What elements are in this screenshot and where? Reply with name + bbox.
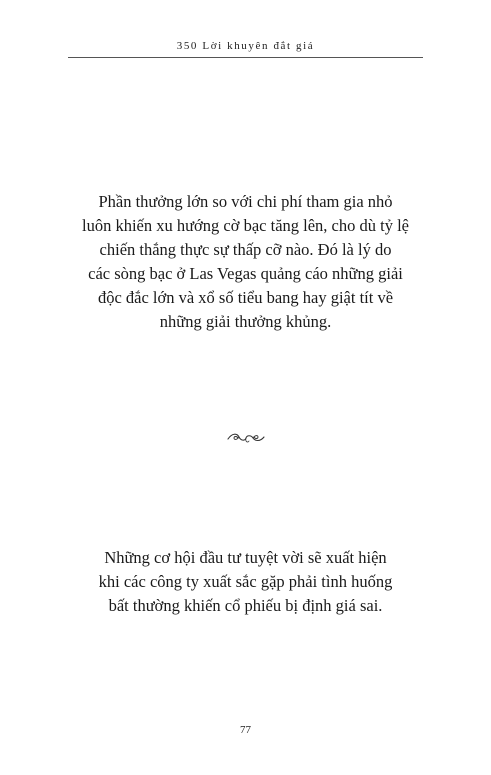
quote-1-line: độc đắc lớn và xổ số tiểu bang hay giật tít về (97, 288, 394, 307)
quote-2 (40, 546, 451, 618)
quote-2-line: Những cơ hội đầu tư tuyệt vời sẽ xuất hiện (104, 548, 387, 567)
quote-2-line: bất thường khiến cổ phiếu bị định giá sai. (108, 596, 383, 615)
scroll-flourish-icon (226, 430, 266, 446)
page-number: 77 (240, 724, 251, 736)
quote-1 (40, 190, 451, 334)
quote-1-line: Phần thưởng lớn so với chi phí tham gia nhỏ (98, 192, 393, 211)
quote-1-line: các sòng bạc ở Las Vegas quảng cáo những giải (88, 264, 403, 283)
quote-2-line: khi các công ty xuất sắc gặp phải tình huống (98, 572, 393, 591)
quote-1-line: chiến thắng thực sự thấp cỡ nào. Đó là lý do (99, 240, 392, 259)
running-header: 350 Lời khuyên đắt giá (176, 40, 315, 52)
header-rule (68, 57, 423, 58)
quote-1-line: những giải thưởng khủng. (159, 312, 332, 331)
quote-1-line: luôn khiến xu hướng cờ bạc tăng lên, cho dù tỷ lệ (82, 216, 409, 235)
